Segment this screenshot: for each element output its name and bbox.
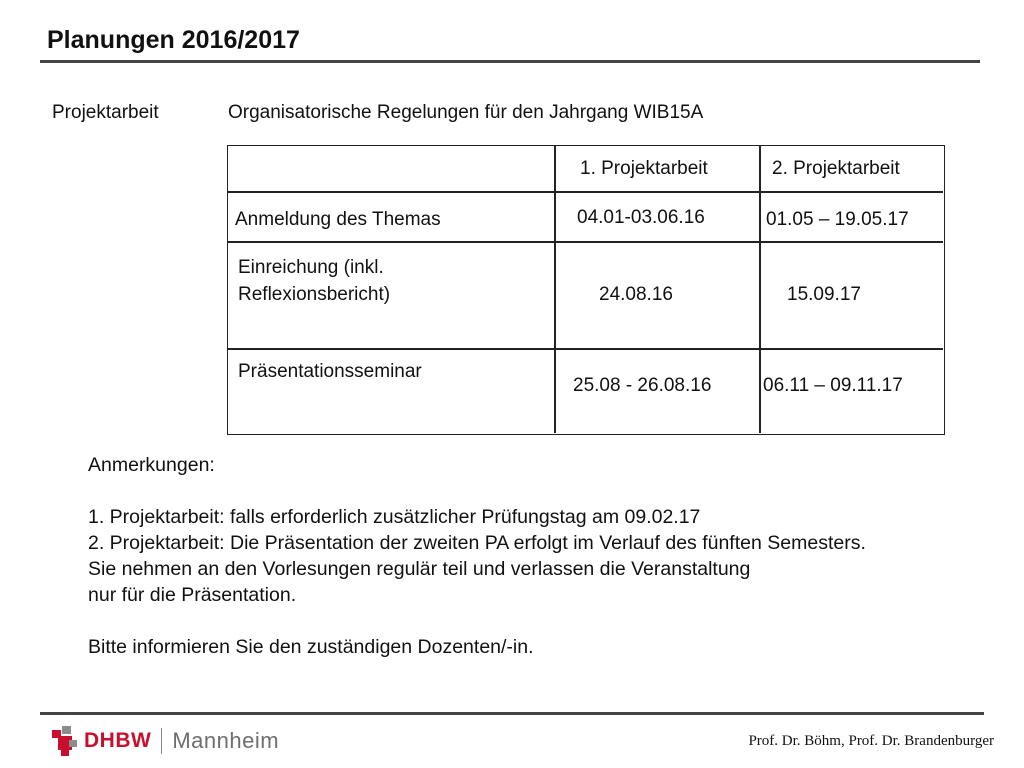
row-einreichung-pa2: 15.09.17 [787, 284, 861, 305]
dhbw-logo-icon [52, 726, 78, 756]
row-anmeldung-pa2: 01.05 – 19.05.17 [766, 209, 909, 230]
row-anmeldung-pa1: 04.01-03.06.16 [577, 207, 705, 228]
header-pa1: 1. Projektarbeit [580, 158, 708, 179]
row-praesentation-pa2: 06.11 – 09.11.17 [763, 375, 903, 396]
notes-line: nur für die Präsentation. [88, 584, 297, 606]
header-pa2: 2. Projektarbeit [772, 158, 900, 179]
footer-rule [40, 712, 984, 715]
slide-title: Planungen 2016/2017 [47, 26, 300, 54]
footer-authors: Prof. Dr. Böhm, Prof. Dr. Brandenburger [748, 733, 994, 749]
section-label: Projektarbeit [52, 102, 159, 123]
logo-city: Mannheim [172, 728, 280, 753]
notes-heading: Anmerkungen: [88, 454, 215, 476]
notes-line: 2. Projektarbeit: Die Präsentation der zweiten PA erfolgt im Verlauf des fünften Semesters. [88, 532, 866, 554]
notes-line: Bitte informieren Sie den zuständigen Dozenten/-in. [88, 636, 534, 658]
row-label-einreichung-line1: Einreichung (inkl. [238, 257, 384, 278]
dhbw-logo [52, 726, 279, 756]
table-column-divider [759, 146, 761, 433]
row-label-praesentation: Präsentationsseminar [238, 361, 422, 382]
notes-line: 1. Projektarbeit: falls erforderlich zusätzlicher Prüfungstag am 09.02.17 [88, 506, 701, 528]
row-praesentation-pa1: 25.08 - 26.08.16 [573, 375, 712, 396]
table-row-divider [228, 348, 943, 350]
notes-block [88, 452, 866, 660]
schedule-table [227, 145, 945, 435]
row-label-anmeldung: Anmeldung des Themas [235, 209, 441, 230]
table-row-divider [228, 241, 943, 243]
notes-spacer [88, 608, 866, 634]
logo-wordmark: DHBW [84, 729, 152, 752]
table-row-divider [228, 191, 943, 193]
logo-divider [161, 728, 162, 754]
row-einreichung-pa1: 24.08.16 [599, 284, 673, 305]
table-column-divider [554, 146, 556, 433]
title-rule [40, 60, 980, 63]
notes-spacer [88, 478, 866, 504]
section-description: Organisatorische Regelungen für den Jahrgang WIB15A [228, 102, 704, 123]
notes-line: Sie nehmen an den Vorlesungen regulär teil und verlassen die Veranstaltung [88, 558, 751, 580]
row-label-einreichung-line2: Reflexionsbericht) [238, 284, 391, 305]
